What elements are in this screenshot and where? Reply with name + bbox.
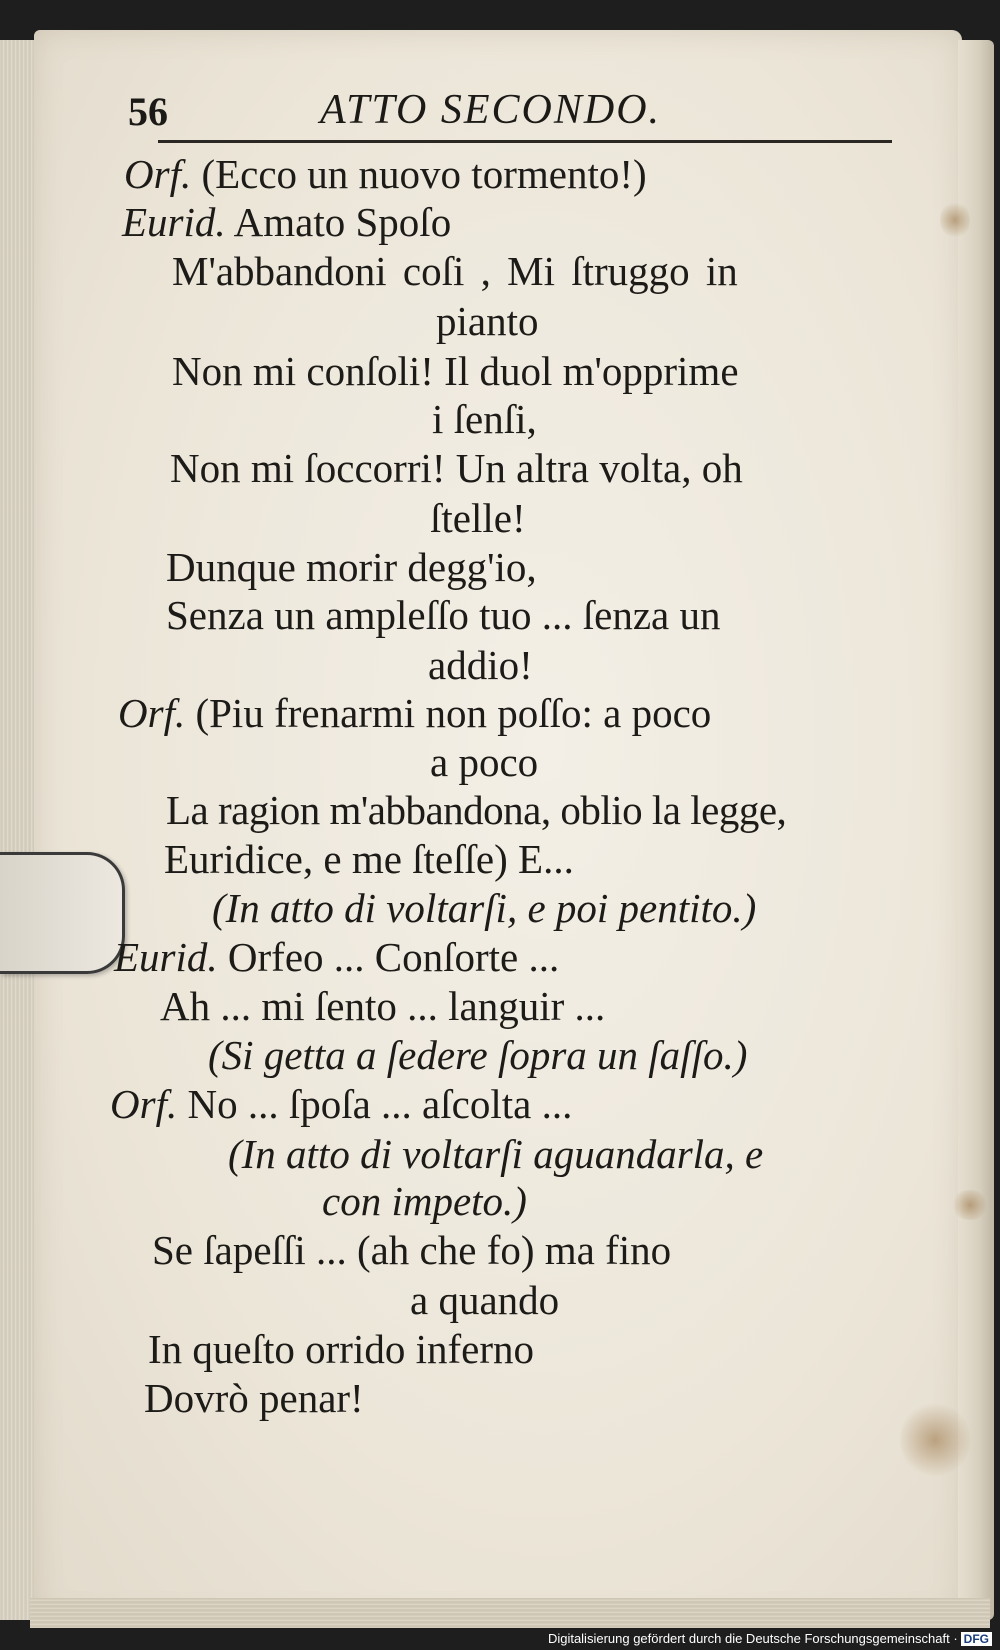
running-head: ATTO SECONDO. xyxy=(320,87,662,133)
speaker-label: Eurid. xyxy=(122,199,226,245)
speaker-label: Orf. xyxy=(124,151,192,197)
speaker-label: Eurid. xyxy=(114,934,218,980)
digitization-credit xyxy=(548,1631,992,1646)
stage-direction: con impeto.) xyxy=(322,1178,527,1224)
stage-direction: (Si getta a ſedere ſopra un ſaſſo.) xyxy=(208,1032,748,1078)
text-line: La ragion m'abbandona, oblio la legge, xyxy=(166,787,787,833)
text-line xyxy=(122,198,451,246)
text-line: Dovrò penar! xyxy=(144,1375,364,1421)
line-text: (Ecco un nuovo tormento!) xyxy=(201,151,647,197)
text-line xyxy=(110,1080,572,1128)
dfg-logo: DFG xyxy=(961,1632,992,1646)
text-line: Senza un ampleſſo tuo ... ſenza un xyxy=(166,592,721,638)
text-line: i ſenſi, xyxy=(432,396,537,442)
speaker-label: Orf. xyxy=(118,690,186,736)
text-line: a poco xyxy=(430,739,539,785)
speaker-label: Orf. xyxy=(110,1081,178,1127)
text-line: ſtelle! xyxy=(430,495,526,541)
text-line: Dunque morir degg'io, xyxy=(166,544,537,590)
line-text: Orfeo ... Conſorte ... xyxy=(227,934,560,980)
credit-text: Digitalisierung gefördert durch die Deutsche Forschungsgemeinschaft · xyxy=(547,1631,958,1646)
stage-direction: (In atto di voltarſi aguandarla, e xyxy=(228,1131,764,1177)
text-line: In queſto orrido inferno xyxy=(148,1326,534,1372)
line-text: No ... ſpoſa ... aſcolta ... xyxy=(187,1081,573,1127)
text-line: a quando xyxy=(410,1277,560,1323)
text-line xyxy=(118,689,711,737)
text-line xyxy=(124,150,647,198)
text-line: Non mi conſoli! Il duol m'opprime xyxy=(172,348,739,394)
line-text: (Piu frenarmi non poſſo: a poco xyxy=(195,690,712,736)
page-number: 56 xyxy=(128,89,168,134)
text-line: Non mi ſoccorri! Un altra volta, oh xyxy=(170,445,743,491)
stage-direction: (In atto di voltarſi, e poi pentito.) xyxy=(212,885,757,931)
text-line xyxy=(114,933,559,981)
text-line: Euridice, e me ſteſſe) E... xyxy=(164,836,574,882)
text-line: M'abbandoni coſi , Mi ſtruggo in xyxy=(172,248,738,294)
text-line: Ah ... mi ſento ... languir ... xyxy=(160,983,606,1029)
text-line: Se ſapeſſi ... (ah che fo) ma fino xyxy=(152,1227,672,1273)
text-line: addio! xyxy=(428,642,533,688)
text-line: pianto xyxy=(436,298,539,344)
line-text: Amato Spoſo xyxy=(233,199,452,245)
